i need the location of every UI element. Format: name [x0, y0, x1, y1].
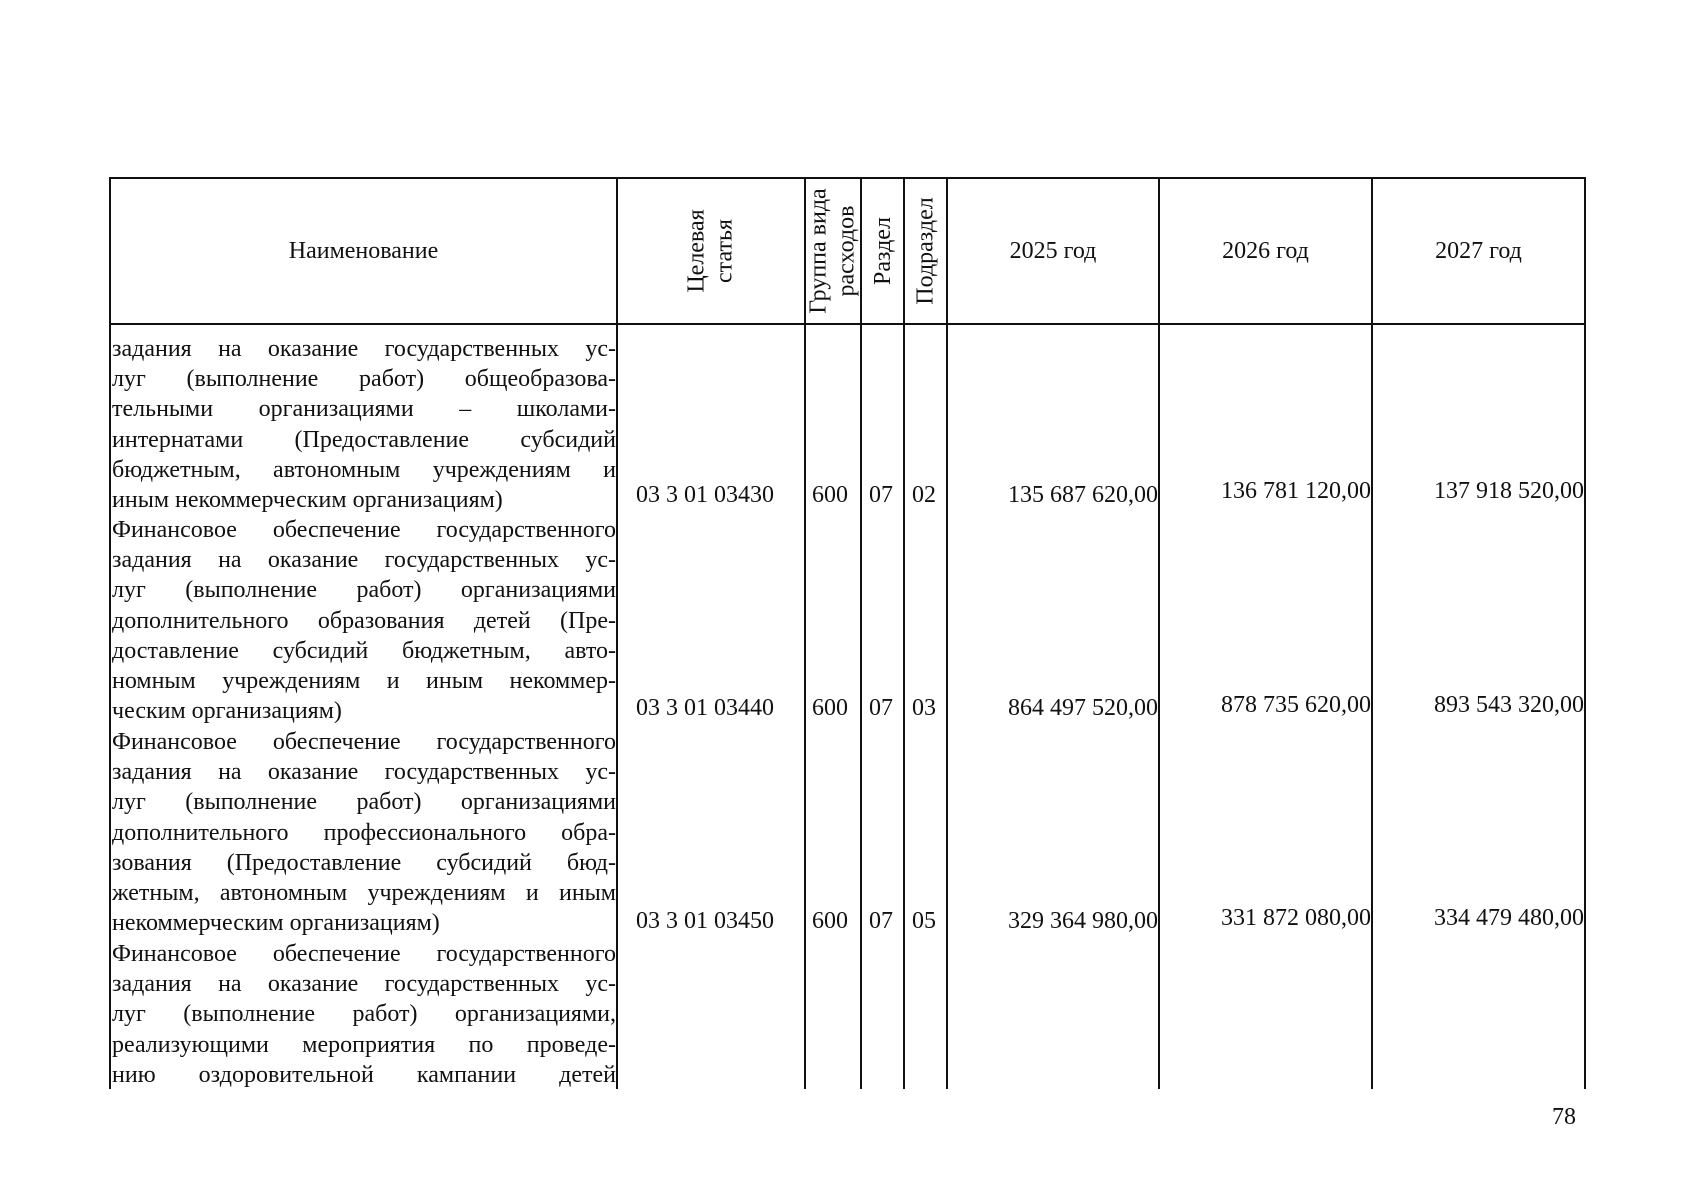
row-description [112, 515, 616, 726]
row-expense-group: 600 [812, 908, 848, 934]
description-line: Финансовое обеспечение государственного [112, 517, 616, 543]
row-amount-2027: 334 479 480,00 [1434, 905, 1584, 931]
description-line: дополнительного профессионального обра- [112, 819, 616, 846]
row-target-code: 03 3 01 03450 [636, 908, 774, 934]
header-name [111, 179, 616, 323]
row-description [112, 939, 616, 1090]
header-year-2027-text: 2027 год [1435, 237, 1522, 264]
row-amount-2025: 135 687 620,00 [1008, 482, 1158, 508]
description-line: луг (выполнение работ) организациями, [112, 1001, 616, 1028]
page-number: 78 [1552, 1104, 1576, 1130]
table-border-right [1584, 177, 1586, 1089]
description-line: задания на оказание государственных ус- [112, 971, 616, 998]
header-section-text: Раздел [869, 217, 896, 285]
row-subsection: 02 [912, 482, 936, 508]
header-subsection-text: Подраздел [912, 197, 939, 305]
row-expense-group: 600 [812, 482, 848, 508]
row-target-code: 03 3 01 03440 [636, 695, 774, 721]
description-line: луг (выполнение работ) организациями [112, 789, 616, 816]
description-line: дополнительного образования детей (Пре- [112, 607, 616, 634]
description-line: Финансовое обеспечение государственного [112, 729, 616, 755]
row-amount-2027: 893 543 320,00 [1434, 692, 1584, 718]
description-line: интернатами (Предоставление субсидий [112, 426, 616, 453]
description-line: нию оздоровительной кампании детей [112, 1061, 616, 1088]
header-expense-group-line1: Группа вида [806, 188, 832, 314]
header-year-2025-text: 2025 год [1009, 237, 1097, 264]
header-year-2026-text: 2026 год [1222, 237, 1309, 264]
description-line: зования (Предоставление субсидий бюд- [112, 849, 616, 876]
row-amount-2025: 329 364 980,00 [1008, 908, 1158, 934]
row-description [112, 727, 616, 938]
description-line: луг (выполнение работ) общеобразова- [112, 366, 616, 393]
header-year-2025 [948, 179, 1158, 323]
row-amount-2026: 878 735 620,00 [1221, 692, 1371, 718]
description-line: ческим организациям) [112, 698, 342, 725]
description-line: иным некоммерческим организациям) [112, 486, 503, 513]
header-target-article-line1: Целевая [683, 209, 710, 293]
description-line: задания на оказание государственных ус- [112, 759, 616, 786]
description-line: луг (выполнение работ) организациями [112, 577, 616, 604]
description-line: задания на оказание государственных ус- [112, 336, 616, 362]
header-target-article [618, 179, 804, 323]
description-line: некоммерческим организациям) [112, 910, 440, 937]
row-amount-2026: 331 872 080,00 [1221, 905, 1371, 931]
header-subsection [905, 179, 946, 323]
row-subsection: 03 [912, 695, 936, 721]
description-line: задания на оказание государственных ус- [112, 547, 616, 574]
row-amount-2025: 864 497 520,00 [1008, 695, 1158, 721]
header-year-2027 [1373, 179, 1584, 323]
description-line: реализующими мероприятия по проведе- [112, 1031, 616, 1058]
row-description [112, 334, 616, 515]
row-amount-2027: 137 918 520,00 [1434, 478, 1584, 504]
row-amount-2026: 136 781 120,00 [1221, 478, 1371, 504]
header-expense-group [806, 179, 860, 323]
description-line: тельными организациями – школами- [112, 396, 616, 423]
header-expense-group-line2: расходов [834, 205, 860, 297]
row-section: 07 [869, 908, 893, 934]
description-line: бюджетным, автономным учреждениям и [112, 456, 616, 483]
description-line: доставление субсидий бюджетным, авто- [112, 637, 616, 664]
row-expense-group: 600 [812, 695, 848, 721]
header-target-article-line2: статья [711, 219, 738, 283]
description-line: Финансовое обеспечение государственного [112, 941, 616, 967]
description-line: жетным, автономным учреждениям и иным [112, 879, 616, 906]
table-header-separator [109, 323, 1585, 325]
row-subsection: 05 [912, 908, 936, 934]
header-name-text: Наименование [288, 237, 439, 264]
row-section: 07 [869, 482, 893, 508]
header-section [862, 179, 903, 323]
header-year-2026 [1160, 179, 1371, 323]
row-section: 07 [869, 695, 893, 721]
description-line: номным учреждениям и иным некоммер- [112, 667, 616, 694]
row-target-code: 03 3 01 03430 [636, 482, 774, 508]
